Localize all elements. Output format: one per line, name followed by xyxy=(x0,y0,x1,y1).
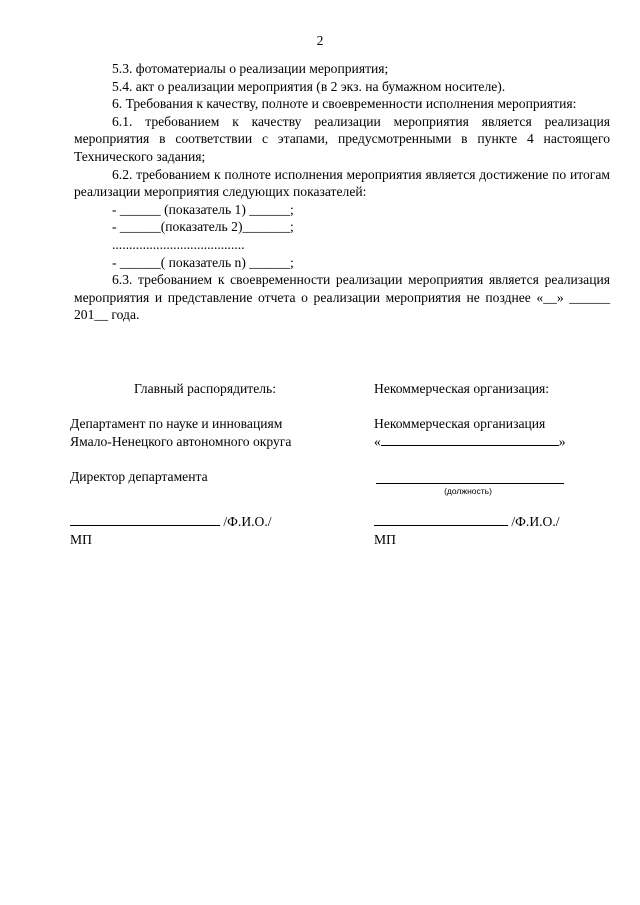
left-signature-line xyxy=(70,513,220,526)
paragraph-6: 6. Требования к качеству, полноте и своевременности исполнения мероприятия: xyxy=(112,96,577,112)
left-organization xyxy=(70,415,340,450)
right-quote-close: » xyxy=(558,433,566,449)
right-fio-row xyxy=(374,513,614,531)
right-mp: МП xyxy=(374,532,396,547)
right-org-name-line xyxy=(381,433,559,446)
paragraph-6-3: 6.3. требованием к своевременности реализации мероприятия является реализация мероприятия и представление отчета о реализации мероприятия не позднее «__» ______ 201__ года. xyxy=(74,272,610,323)
indicator-dots-line: ....................................... xyxy=(112,236,245,252)
indicator-n-line: - ______( показатель n) ______; xyxy=(112,254,294,270)
right-quote-open: « xyxy=(374,433,381,449)
left-signature-heading-wrap xyxy=(70,380,340,398)
left-signature-heading: Главный распорядитель: xyxy=(133,381,277,396)
left-org-line-2: Ямало-Ненецкого автономного округа xyxy=(70,433,292,449)
right-position-block xyxy=(374,470,614,496)
left-position: Директор департамента xyxy=(70,469,208,484)
right-signature-heading: Некоммерческая организация: xyxy=(374,381,550,396)
left-mp: МП xyxy=(70,532,92,547)
indicator-1-line: - ______ (показатель 1) ______; xyxy=(112,201,294,217)
paragraph-5-3: 5.3. фотоматериалы о реализации мероприятия; xyxy=(112,61,389,76)
paragraph-6-1: 6.1. требованием к качеству реализации мероприятия является реализация мероприятия в соответствии с этапами, предусмотренными в пункте 4 настоящего Технического задания; xyxy=(74,113,610,164)
body-text xyxy=(74,60,610,324)
page-number: 2 xyxy=(316,33,324,48)
right-position-label: (должность) xyxy=(444,486,492,496)
left-fio-label: /Ф.И.О./ xyxy=(223,514,272,529)
left-fio-row xyxy=(70,513,340,531)
right-org-name-row xyxy=(374,433,614,451)
right-fio-label: /Ф.И.О./ xyxy=(511,514,560,529)
right-organization xyxy=(374,415,614,450)
paragraph-5-4: 5.4. акт о реализации мероприятия (в 2 экз. на бумажном носителе). xyxy=(112,78,506,94)
left-org-line-1: Департамент по науке и инновациям xyxy=(70,416,283,431)
indicator-2-line: - ______(показатель 2)_______; xyxy=(112,219,294,235)
right-signature-line xyxy=(374,513,508,526)
right-org-line-1: Некоммерческая организация xyxy=(374,416,546,431)
right-position-line xyxy=(376,470,564,484)
paragraph-6-2: 6.2. требованием к полноте исполнения мероприятия является достижение по итогам реализации мероприятия следующих показателей: xyxy=(74,166,610,200)
